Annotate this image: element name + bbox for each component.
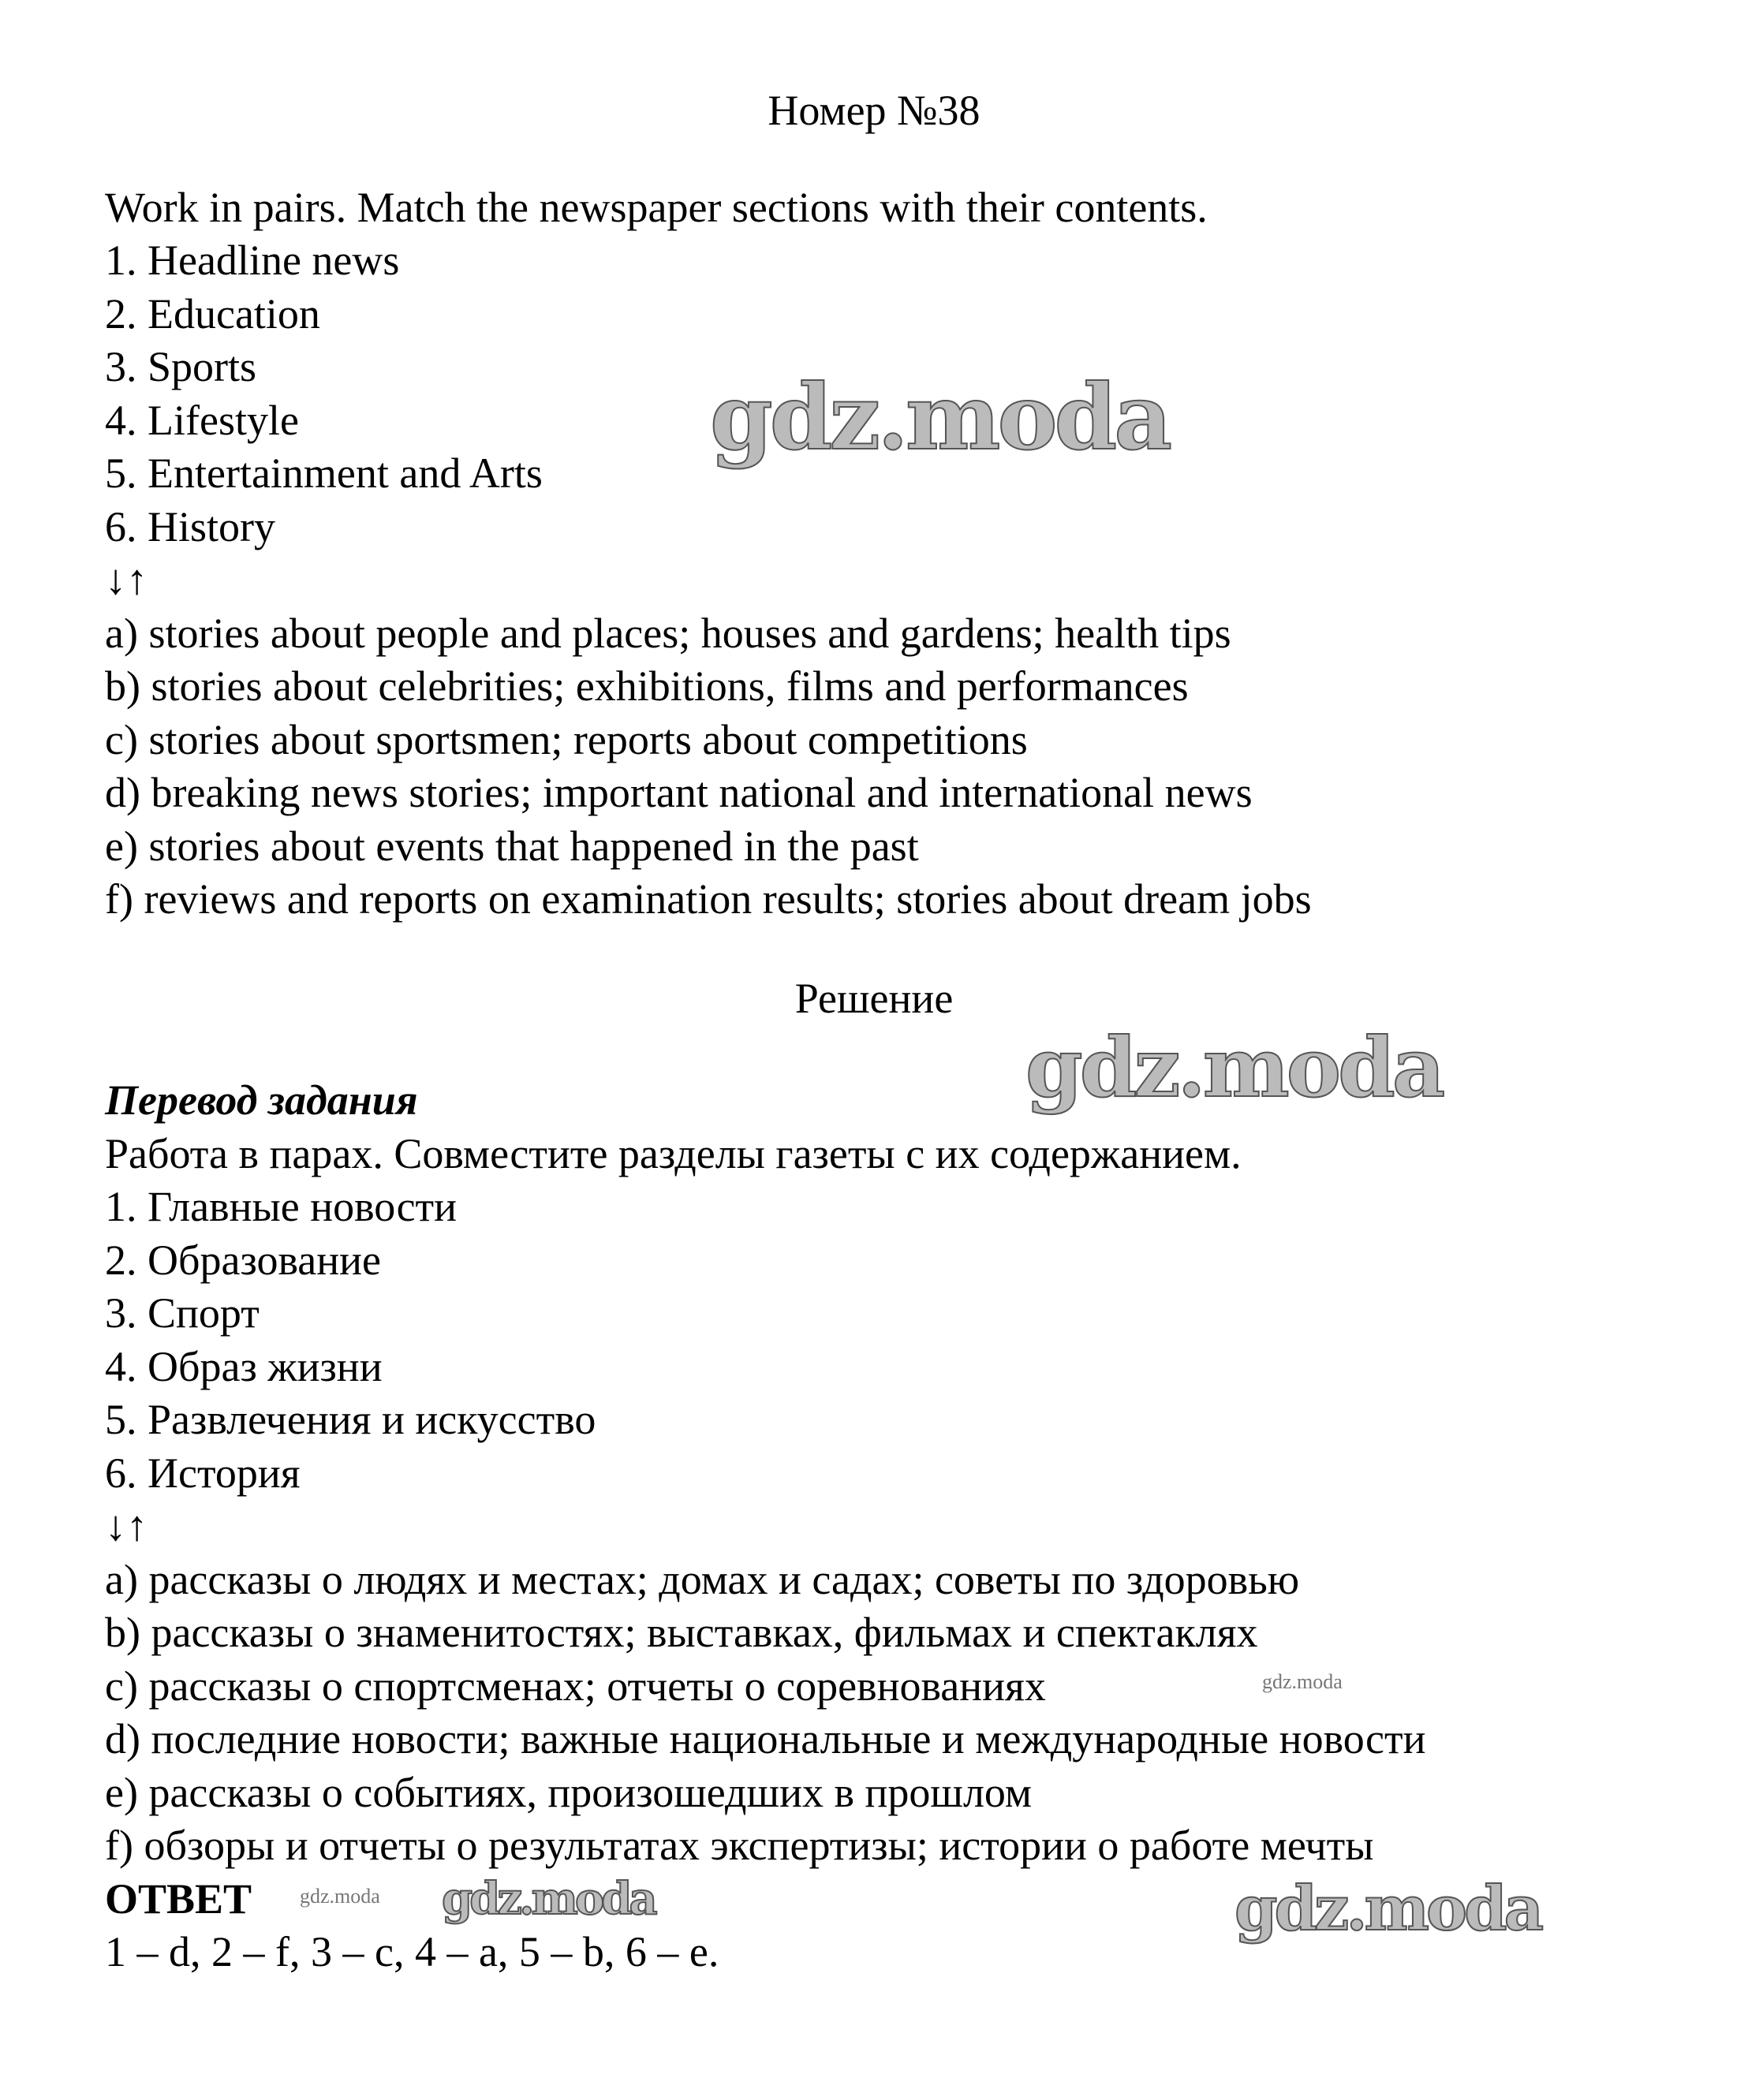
arrows-icon: ↓↑	[105, 556, 148, 603]
watermark-logo: gdz.moda	[442, 1873, 655, 1925]
watermark-logo: gdz.moda	[1025, 1019, 1443, 1116]
task-instruction: Work in pairs. Match the newspaper sections with their contents.	[105, 183, 1208, 231]
translated-section-item: 2. Образование	[105, 1236, 381, 1284]
content-item: e) stories about events that happened in the past	[105, 822, 919, 870]
section-item: 1. Headline news	[105, 237, 400, 284]
section-item: 3. Sports	[105, 343, 257, 390]
solution-heading: Решение	[794, 974, 954, 1022]
section-item: 2. Education	[105, 289, 320, 338]
section-item: 5. Entertainment and Arts	[105, 449, 543, 497]
section-item: 6. History	[105, 502, 275, 550]
translated-content-item: a) рассказы о людях и местах; домах и садах; советы по здоровью	[105, 1555, 1300, 1603]
translated-content-item: e) рассказы о событиях, произошедших в прошлом	[105, 1768, 1033, 1816]
translated-section-item: 3. Спорт	[105, 1289, 260, 1337]
content-item: f) reviews and reports on examination results; stories about dream jobs	[105, 875, 1312, 923]
translation-instruction: Работа в парах. Совместите разделы газеты с их содержанием.	[105, 1129, 1242, 1177]
translated-content-item: c) рассказы о спортсменах; отчеты о соревнованиях	[105, 1662, 1046, 1710]
arrows-icon: ↓↑	[105, 1502, 148, 1550]
watermark-small: gdz.moda	[1262, 1670, 1343, 1693]
section-item: 4. Lifestyle	[105, 396, 299, 444]
page-title: Номер №38	[768, 87, 980, 134]
translated-section-item: 5. Развлечения и искусство	[105, 1396, 596, 1443]
translated-content-item: f) обзоры и отчеты о результатах экспертизы; истории о работе мечты	[105, 1822, 1374, 1869]
translated-section-item: 4. Образ жизни	[105, 1342, 383, 1390]
translated-content-item: b) рассказы о знаменитостях; выставках, фильмах и спектаклях	[105, 1609, 1258, 1656]
watermark-small: gdz.moda	[300, 1885, 380, 1908]
watermark-logo: gdz.moda	[1234, 1873, 1541, 1945]
content-item: d) breaking news stories; important national and international news	[105, 769, 1253, 816]
watermark-logo: gdz.moda	[710, 364, 1170, 470]
content-item: a) stories about people and places; houses and gardens; health tips	[105, 609, 1231, 657]
answer-text: 1 – d, 2 – f, 3 – c, 4 – a, 5 – b, 6 – e.	[105, 1928, 719, 1975]
translated-section-item: 1. Главные новости	[105, 1183, 458, 1230]
answer-heading: ОТВЕТ	[105, 1874, 252, 1923]
translated-content-item: d) последние новости; важные национальные и международные новости	[105, 1715, 1426, 1762]
translation-heading: Перевод задания	[105, 1076, 418, 1124]
content-item: c) stories about sportsmen; reports about competitions	[105, 715, 1028, 763]
content-item: b) stories about celebrities; exhibitions, films and performances	[105, 662, 1189, 710]
translated-section-item: 6. История	[105, 1449, 301, 1497]
